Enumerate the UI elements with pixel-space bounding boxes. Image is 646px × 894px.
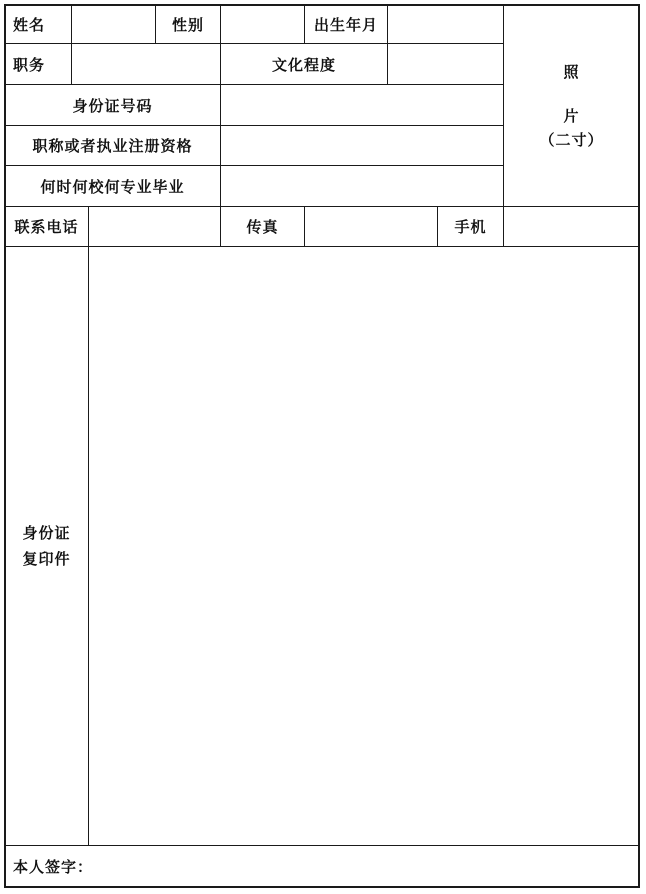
name-label: 姓名: [4, 4, 72, 44]
birth-date-label: 出生年月: [304, 4, 388, 44]
phone-label: 联系电话: [4, 206, 89, 247]
gender-label: 性别: [155, 4, 221, 44]
id-copy-label-line2: 复印件: [22, 550, 71, 568]
mobile-label: 手机: [437, 206, 504, 247]
professional-title-label: 职称或者执业注册资格: [4, 125, 221, 166]
graduation-field[interactable]: [220, 165, 504, 207]
phone-field[interactable]: [88, 206, 221, 247]
gender-field[interactable]: [220, 4, 305, 44]
photo-label-line1: 照: [563, 62, 580, 81]
education-label: 文化程度: [220, 43, 388, 85]
graduation-label: 何时何校何专业毕业: [4, 165, 221, 207]
photo-label-size: （二寸）: [539, 130, 604, 149]
id-copy-area[interactable]: [88, 246, 640, 846]
photo-label-line2: 片: [563, 106, 580, 125]
signature-row[interactable]: [4, 845, 640, 888]
photo-box[interactable]: [503, 4, 640, 207]
position-label: 职务: [4, 43, 72, 85]
id-copy-label-line1: 身份证: [22, 524, 71, 542]
id-number-label: 身份证号码: [4, 84, 221, 126]
personal-info-form: [4, 4, 640, 888]
professional-title-field[interactable]: [220, 125, 504, 166]
id-copy-label: [4, 246, 89, 846]
birth-date-field[interactable]: [387, 4, 504, 44]
mobile-field[interactable]: [503, 206, 640, 247]
education-field[interactable]: [387, 43, 504, 85]
fax-label: 传真: [220, 206, 305, 247]
signature-label: 本人签字：: [13, 858, 94, 876]
fax-field[interactable]: [304, 206, 438, 247]
id-number-field[interactable]: [220, 84, 504, 126]
position-field[interactable]: [71, 43, 221, 85]
name-field[interactable]: [71, 4, 156, 44]
